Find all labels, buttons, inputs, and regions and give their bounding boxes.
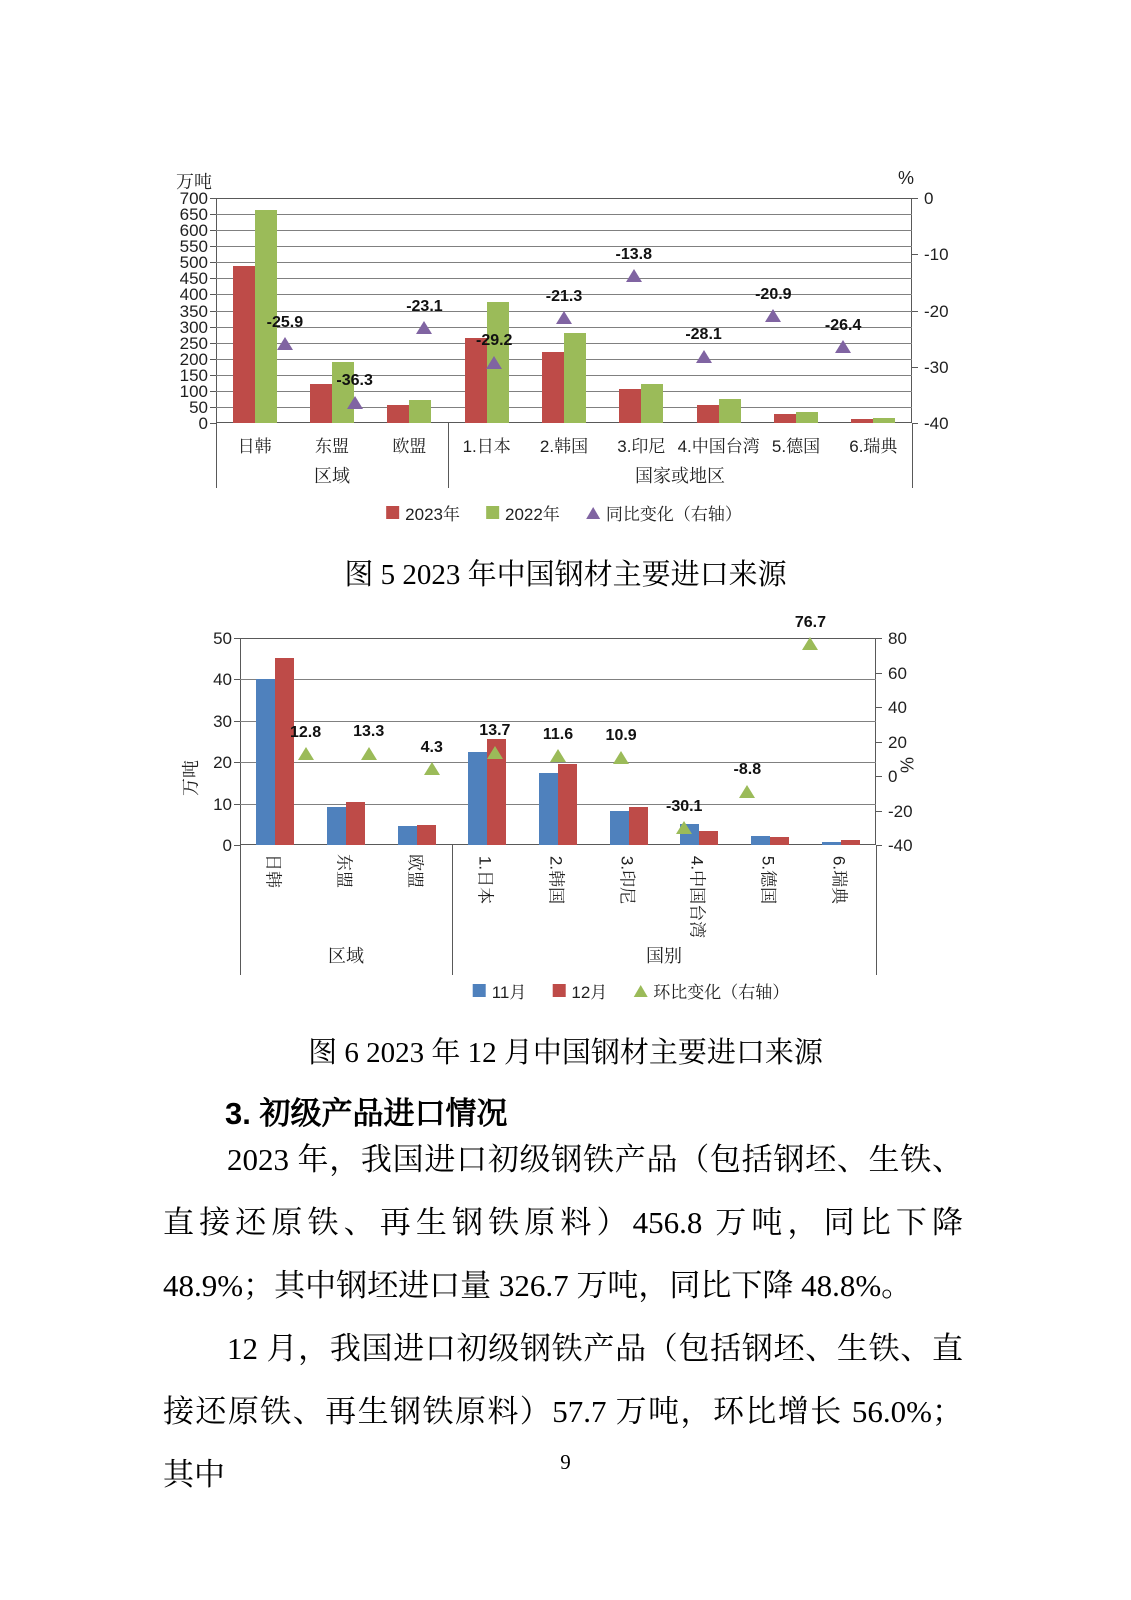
right-axis-label: -40 bbox=[924, 414, 949, 433]
axis-group-separator bbox=[912, 423, 913, 488]
data-label: 76.7 bbox=[794, 613, 827, 631]
data-label: -29.2 bbox=[475, 332, 513, 350]
bar-11月-3.印尼 bbox=[610, 811, 629, 845]
left-axis-tick bbox=[210, 375, 216, 376]
right-axis-tick bbox=[876, 707, 882, 708]
right-axis-label: 40 bbox=[888, 698, 907, 717]
category-label-1.日本: 1.日本 bbox=[475, 855, 495, 904]
bar-2022年-欧盟 bbox=[409, 400, 431, 423]
bar-2023年-5.德国 bbox=[774, 414, 796, 423]
gridline bbox=[216, 262, 912, 263]
right-axis-label: 80 bbox=[888, 629, 907, 648]
triangle-marker-欧盟 bbox=[424, 762, 440, 775]
data-label: -26.4 bbox=[824, 316, 862, 334]
triangle-marker-东盟 bbox=[361, 747, 377, 760]
left-axis-label: 650 bbox=[179, 205, 208, 225]
left-axis-label: 500 bbox=[179, 253, 208, 273]
left-axis-unit: 万吨 bbox=[176, 172, 212, 192]
data-label: 10.9 bbox=[605, 727, 637, 745]
legend-label: 2022年 bbox=[505, 505, 560, 524]
left-axis-label: 400 bbox=[179, 285, 208, 305]
right-axis-unit: % bbox=[898, 168, 915, 188]
axis-group-separator bbox=[448, 423, 449, 488]
right-axis-tick bbox=[912, 198, 918, 199]
bar-11月-5.德国 bbox=[751, 836, 770, 845]
left-axis-tick bbox=[234, 762, 240, 763]
left-axis-label: 150 bbox=[179, 365, 208, 385]
left-axis-tick bbox=[210, 311, 216, 312]
right-axis-tick bbox=[876, 638, 882, 639]
right-axis-label: 0 bbox=[888, 767, 898, 786]
left-axis-tick bbox=[210, 343, 216, 344]
left-axis-tick bbox=[210, 214, 216, 215]
gridline bbox=[216, 278, 912, 279]
triangle-marker-5.德国 bbox=[739, 785, 755, 798]
triangle-marker-1.日本 bbox=[486, 356, 502, 369]
group-label-区域: 区域 bbox=[314, 466, 350, 486]
legend-item-2022年 bbox=[486, 500, 560, 525]
data-label: -25.9 bbox=[266, 313, 304, 331]
triangle-marker-日韩 bbox=[277, 337, 293, 350]
right-axis-label: -30 bbox=[924, 357, 949, 377]
left-axis-tick bbox=[210, 230, 216, 231]
left-axis-label: 0 bbox=[222, 836, 232, 855]
left-axis-label: 350 bbox=[179, 301, 208, 321]
bar-2023年-2.韩国 bbox=[542, 352, 564, 423]
triangle-marker-6.瑞典 bbox=[835, 340, 851, 353]
bar-2022年-东盟 bbox=[332, 362, 354, 423]
data-label: 11.6 bbox=[542, 725, 574, 743]
legend-label: 2023年 bbox=[405, 505, 460, 524]
right-axis-label: 20 bbox=[888, 732, 907, 752]
left-axis-label: 100 bbox=[179, 381, 208, 401]
left-axis-label: 30 bbox=[213, 711, 232, 731]
left-axis-label: 300 bbox=[179, 317, 208, 337]
right-axis-unit: % bbox=[896, 756, 917, 774]
triangle-marker-2.韩国 bbox=[550, 749, 566, 762]
left-axis-unit: 万吨 bbox=[181, 760, 201, 796]
left-axis-label: 450 bbox=[179, 269, 208, 289]
legend-item-12月 bbox=[552, 978, 607, 1003]
axis-group-separator bbox=[876, 845, 877, 975]
data-label: -8.8 bbox=[733, 761, 762, 779]
data-label: -13.8 bbox=[615, 245, 652, 263]
left-axis-label: 20 bbox=[213, 753, 232, 773]
left-axis-label: 700 bbox=[179, 189, 208, 208]
category-label-日韩: 日韩 bbox=[263, 854, 283, 888]
bar-2023年-日韩 bbox=[233, 266, 255, 424]
legend-swatch bbox=[552, 984, 565, 997]
left-axis-tick bbox=[234, 804, 240, 805]
category-label-4.中国台湾: 4.中国台湾 bbox=[687, 855, 707, 938]
gridline bbox=[240, 679, 876, 680]
data-label: -30.1 bbox=[665, 797, 703, 815]
legend-item-环比变化（右轴） bbox=[633, 978, 789, 1003]
triangle-marker-4.中国台湾 bbox=[696, 350, 712, 363]
left-axis-tick bbox=[210, 294, 216, 295]
data-label: 4.3 bbox=[420, 738, 443, 756]
figure6-caption: 图 6 2023 年 12 月中国钢材主要进口来源 bbox=[308, 1037, 823, 1069]
gridline bbox=[240, 721, 876, 722]
chart-legend bbox=[473, 978, 790, 1003]
triangle-marker-1.日本 bbox=[487, 746, 503, 759]
right-axis-tick bbox=[876, 776, 882, 777]
data-label: -36.3 bbox=[336, 372, 373, 390]
left-axis-label: 50 bbox=[189, 397, 208, 417]
triangle-marker-东盟 bbox=[347, 396, 363, 409]
left-axis-label: 40 bbox=[213, 670, 232, 690]
group-label-国家或地区: 国家或地区 bbox=[635, 466, 725, 486]
bar-2022年-5.德国 bbox=[796, 412, 818, 423]
bar-2022年-3.印尼 bbox=[641, 384, 663, 423]
paragraph-2: 12 月，我国进口初级钢铁产品（包括钢坯、生铁、直接还原铁、再生钢铁原料）57.7 万吨，环比增长 56.0%；其中 bbox=[163, 1331, 963, 1492]
bar-11月-1.日本 bbox=[468, 752, 487, 845]
right-axis-tick bbox=[912, 311, 918, 312]
right-axis-tick bbox=[876, 811, 882, 812]
left-axis-tick bbox=[210, 391, 216, 392]
category-label-5.德国: 5.德国 bbox=[771, 437, 821, 456]
right-axis-label: 60 bbox=[888, 663, 907, 683]
axis-group-separator bbox=[216, 423, 217, 488]
bar-12月-东盟 bbox=[346, 802, 365, 845]
left-axis-tick bbox=[234, 721, 240, 722]
category-label-东盟: 东盟 bbox=[315, 437, 349, 456]
right-axis-label: -20 bbox=[888, 801, 913, 821]
legend-triangle-icon bbox=[633, 985, 647, 997]
left-axis-label: 200 bbox=[179, 349, 208, 369]
bar-2022年-2.韩国 bbox=[564, 333, 586, 423]
left-axis-tick bbox=[210, 198, 216, 199]
group-label-国别: 国别 bbox=[646, 946, 682, 966]
left-axis-tick bbox=[210, 262, 216, 263]
bar-12月-2.韩国 bbox=[558, 764, 577, 845]
left-axis-label: 600 bbox=[179, 221, 208, 241]
category-label-2.韩国: 2.韩国 bbox=[546, 855, 566, 904]
left-axis-tick bbox=[210, 327, 216, 328]
bar-12月-6.瑞典 bbox=[841, 840, 860, 845]
left-axis-label: 550 bbox=[179, 237, 208, 257]
category-label-1.日本: 1.日本 bbox=[462, 437, 511, 456]
data-label: -21.3 bbox=[545, 287, 583, 305]
triangle-marker-4.中国台湾 bbox=[676, 821, 692, 834]
triangle-marker-日韩 bbox=[298, 747, 314, 760]
legend-item-同比变化（右轴） bbox=[586, 500, 742, 525]
bar-2023年-3.印尼 bbox=[619, 389, 641, 423]
category-label-2.韩国: 2.韩国 bbox=[539, 437, 589, 456]
left-axis-tick bbox=[234, 638, 240, 639]
gridline bbox=[216, 246, 912, 247]
bar-2023年-东盟 bbox=[310, 384, 332, 423]
data-label: -28.1 bbox=[685, 326, 722, 344]
bar-12月-5.德国 bbox=[770, 837, 789, 845]
legend-swatch bbox=[486, 506, 499, 519]
axis-group-separator bbox=[452, 845, 453, 975]
right-axis-label: -40 bbox=[888, 836, 913, 855]
left-axis-label: 0 bbox=[198, 414, 208, 433]
left-axis-tick bbox=[210, 278, 216, 279]
chart-legend bbox=[386, 500, 742, 525]
triangle-marker-3.印尼 bbox=[626, 269, 642, 282]
right-axis-tick bbox=[876, 742, 882, 743]
axis-group-separator bbox=[240, 845, 241, 975]
bar-2022年-6.瑞典 bbox=[873, 418, 895, 423]
triangle-marker-2.韩国 bbox=[556, 311, 572, 324]
left-axis-tick bbox=[210, 407, 216, 408]
bar-11月-日韩 bbox=[256, 679, 275, 845]
legend-item-2023年 bbox=[386, 500, 460, 525]
category-label-6.瑞典: 6.瑞典 bbox=[829, 855, 849, 904]
legend-label: 环比变化（右轴） bbox=[653, 983, 790, 1002]
right-axis-tick bbox=[912, 254, 918, 255]
right-axis-label: -10 bbox=[924, 245, 949, 265]
left-axis-label: 250 bbox=[179, 333, 208, 353]
category-label-欧盟: 欧盟 bbox=[392, 437, 427, 456]
right-axis-tick bbox=[876, 673, 882, 674]
left-axis-tick bbox=[234, 679, 240, 680]
left-axis-label: 10 bbox=[213, 794, 232, 814]
left-axis-tick bbox=[210, 246, 216, 247]
bar-11月-6.瑞典 bbox=[822, 842, 841, 845]
gridline bbox=[216, 230, 912, 231]
data-label: 12.8 bbox=[289, 723, 322, 741]
category-label-欧盟: 欧盟 bbox=[405, 854, 425, 888]
legend-label: 12月 bbox=[571, 983, 608, 1002]
category-label-4.中国台湾: 4.中国台湾 bbox=[677, 437, 760, 456]
paragraph-1: 2023 年，我国进口初级钢铁产品（包括钢坯、生铁、直接还原铁、再生钢铁原料）456.8 万吨，同比下降 48.9%；其中钢坯进口量 326.7 万吨，同比下降 48.8%。 bbox=[163, 1142, 963, 1303]
page-number: 9 bbox=[560, 1450, 571, 1474]
bar-11月-欧盟 bbox=[398, 826, 417, 845]
category-label-3.印尼: 3.印尼 bbox=[617, 855, 637, 904]
triangle-marker-3.印尼 bbox=[613, 751, 629, 764]
left-axis-label: 50 bbox=[213, 629, 232, 648]
category-label-6.瑞典: 6.瑞典 bbox=[849, 437, 898, 456]
section-heading: 3. 初级产品进口情况 bbox=[225, 1096, 508, 1131]
data-label: 13.3 bbox=[353, 723, 385, 741]
data-label: 13.7 bbox=[479, 722, 511, 740]
bar-11月-东盟 bbox=[327, 807, 346, 845]
category-label-东盟: 东盟 bbox=[334, 854, 354, 888]
legend-swatch bbox=[473, 984, 486, 997]
legend-label: 11月 bbox=[491, 983, 527, 1002]
bar-2023年-欧盟 bbox=[387, 405, 409, 423]
figure5-caption: 图 5 2023 年中国钢材主要进口来源 bbox=[344, 559, 787, 591]
group-label-区域: 区域 bbox=[328, 946, 364, 966]
legend-label: 同比变化（右轴） bbox=[605, 505, 742, 524]
legend-swatch bbox=[386, 506, 399, 519]
right-axis-label: -20 bbox=[924, 301, 949, 321]
bar-11月-2.韩国 bbox=[539, 773, 558, 845]
data-label: -23.1 bbox=[406, 297, 443, 315]
category-label-5.德国: 5.德国 bbox=[758, 855, 778, 904]
left-axis-tick bbox=[210, 359, 216, 360]
bar-2022年-4.中国台湾 bbox=[719, 399, 741, 423]
data-label: -20.9 bbox=[755, 285, 792, 303]
bar-12月-3.印尼 bbox=[629, 807, 648, 845]
right-axis-label: 0 bbox=[924, 189, 934, 208]
legend-triangle-icon bbox=[586, 507, 600, 519]
category-label-3.印尼: 3.印尼 bbox=[617, 437, 666, 456]
bar-12月-日韩 bbox=[275, 658, 294, 845]
bar-12月-欧盟 bbox=[417, 825, 436, 845]
triangle-marker-6.瑞典 bbox=[802, 637, 818, 650]
category-label-日韩: 日韩 bbox=[237, 437, 272, 456]
legend-item-11月 bbox=[473, 978, 527, 1003]
bar-12月-4.中国台湾 bbox=[699, 831, 718, 845]
right-axis-tick bbox=[912, 367, 918, 368]
bar-2023年-4.中国台湾 bbox=[697, 405, 719, 423]
bar-2023年-6.瑞典 bbox=[851, 419, 873, 423]
gridline bbox=[216, 327, 912, 328]
bar-2023年-1.日本 bbox=[465, 338, 487, 423]
triangle-marker-5.德国 bbox=[765, 309, 781, 322]
gridline bbox=[216, 214, 912, 215]
triangle-marker-欧盟 bbox=[416, 321, 432, 334]
